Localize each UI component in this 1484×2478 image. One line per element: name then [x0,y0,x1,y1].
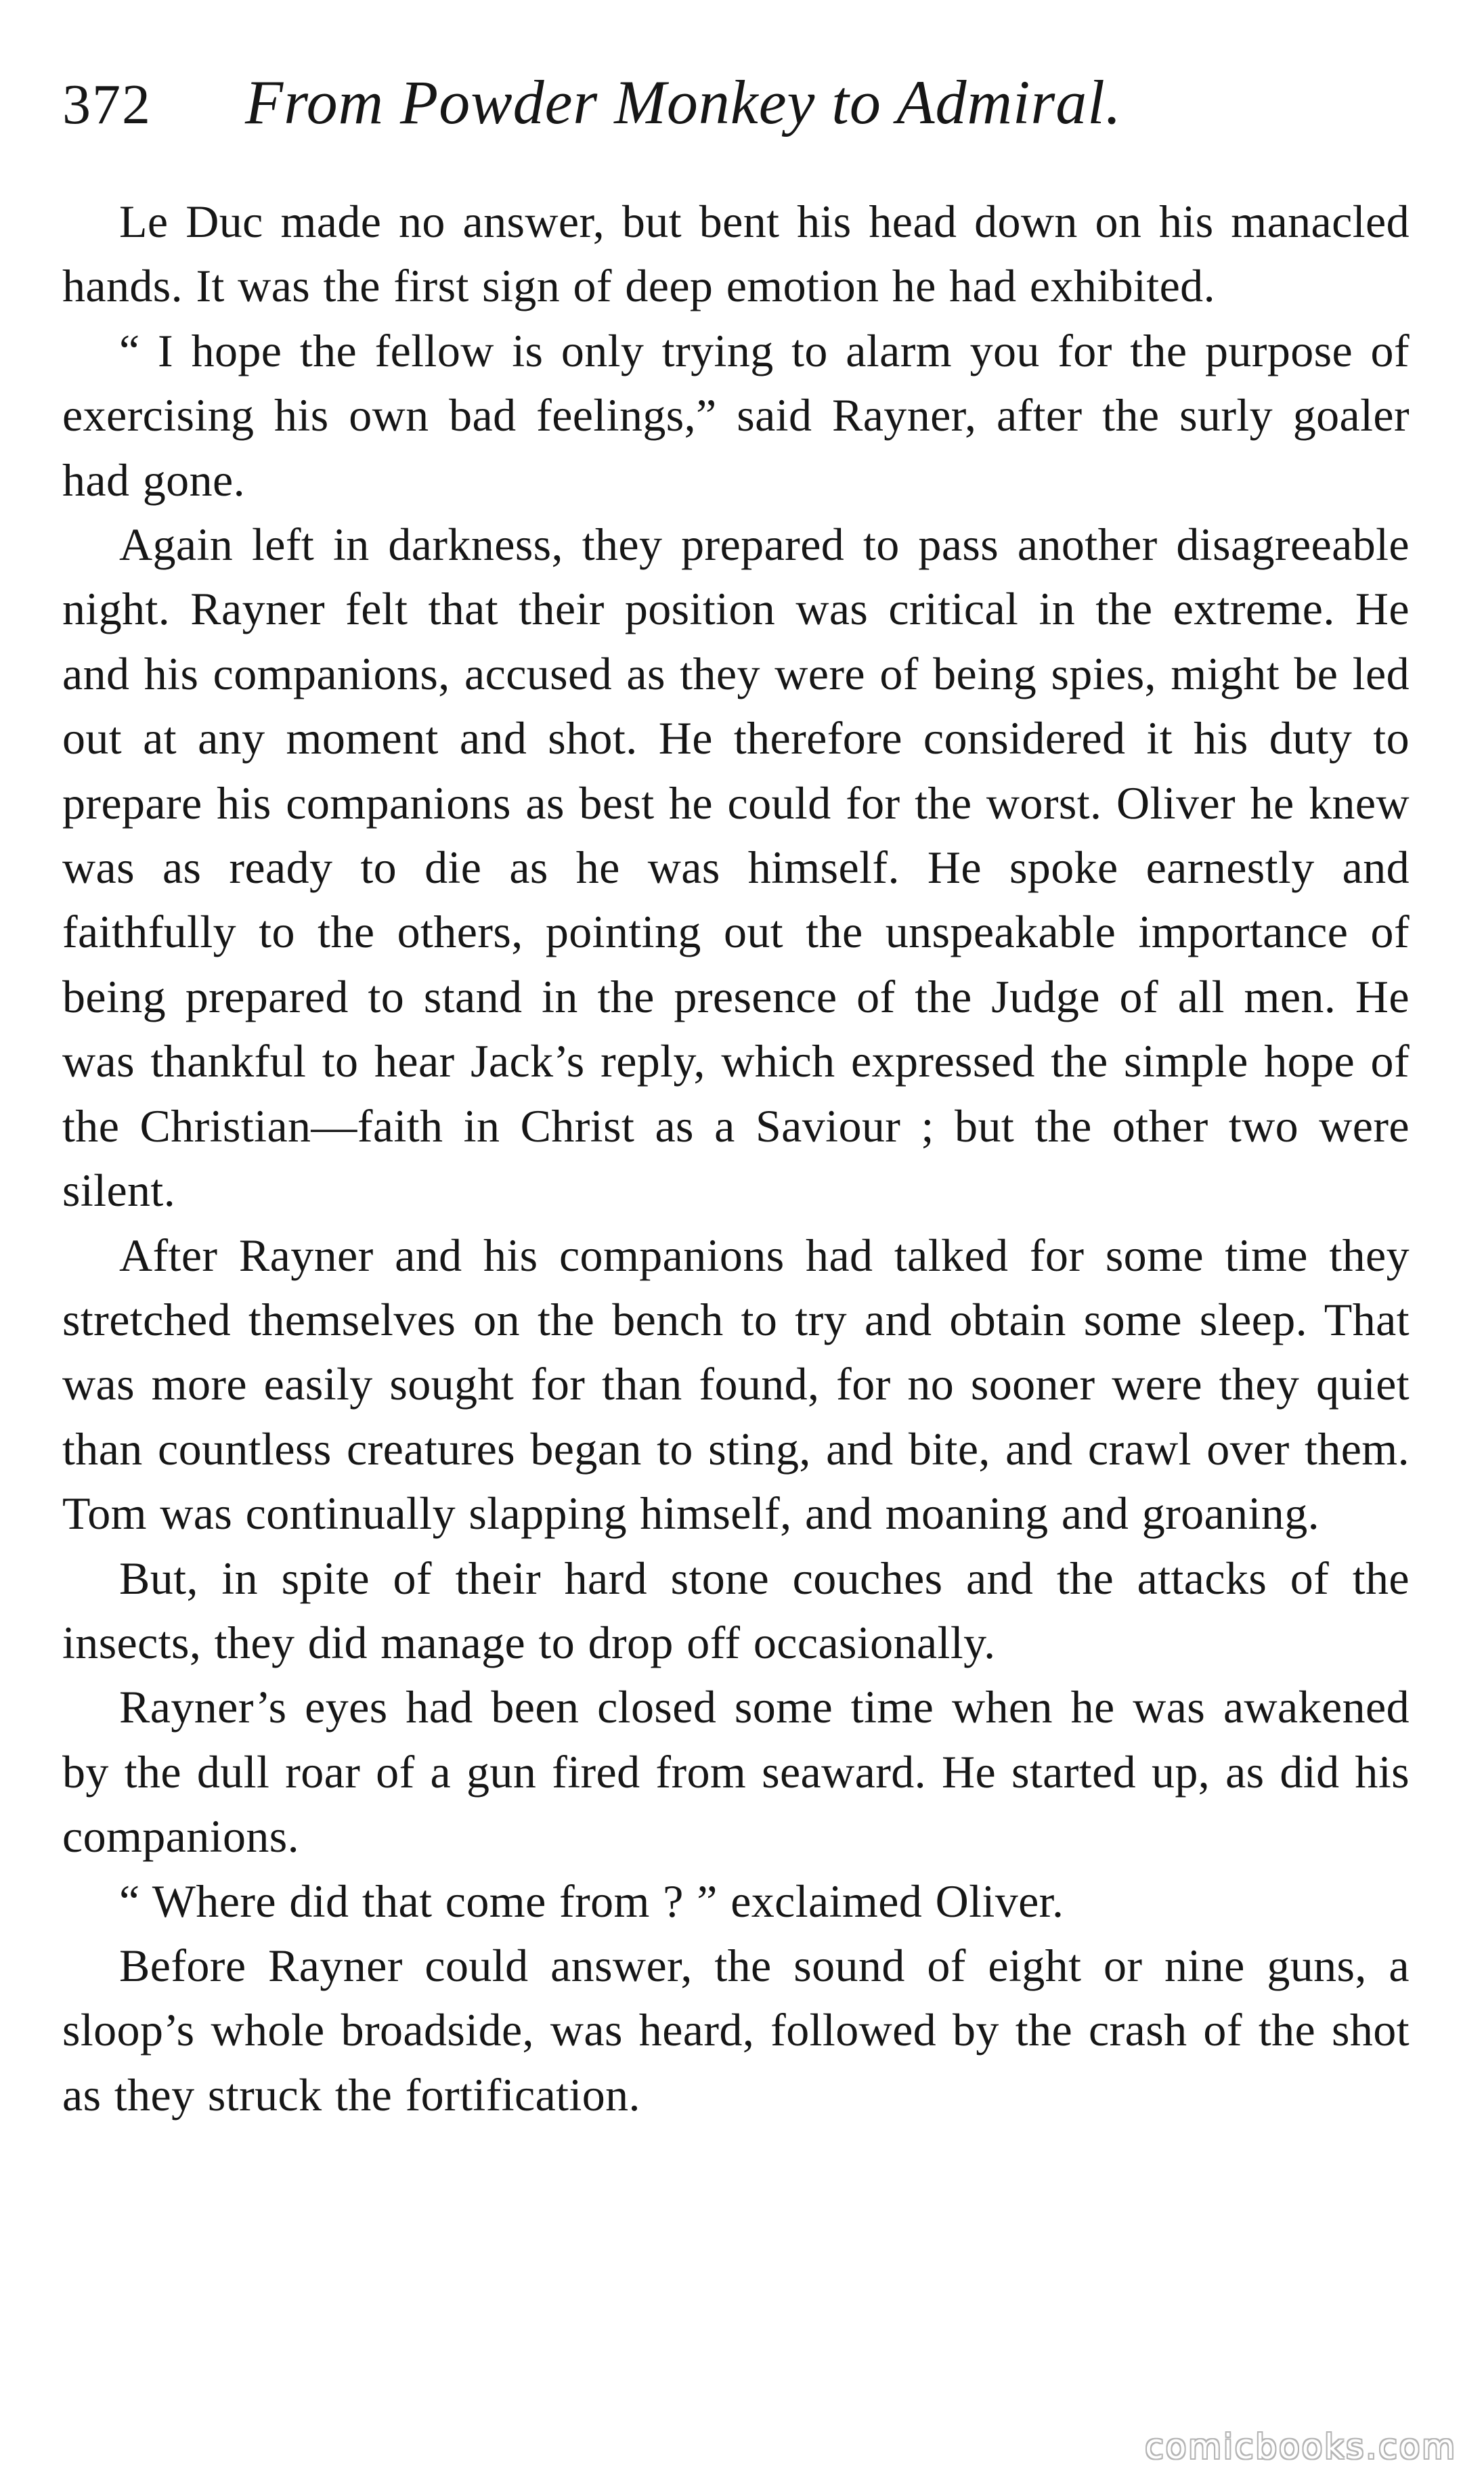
paragraph: Again left in darkness, they prepared to pass another disagreeable night. Rayner felt that their position was critical in the extreme. He and his companions, accused as they were of being spies, might be led out at any moment and shot. He therefore considered it his duty to prepare his companions as best he could for the worst. Oliver he knew was as ready to die as he was himself. He spoke earnestly and faithfully to the others, pointing out the unspeakable importance of being prepared to stand in the presence of the Judge of all men. He was thankful to hear Jack’s reply, which expressed the simple hope of the Christian—faith in Christ as a Saviour ; but the other two were silent. [62,519,1410,1217]
paragraph: “ I hope the fellow is only trying to alarm you for the purpose of exercising his own bad feelings,” said Rayner, after the surly goaler had gone. [62,324,1410,506]
paragraph: Rayner’s eyes had been closed some time when he was awakened by the dull roar of a gun fired from seaward. He started up, as did his companions. [62,1681,1410,1863]
paragraph: But, in spite of their hard stone couches and the attacks of the insects, they did manage to drop off occasionally. [62,1552,1410,1668]
running-head [62,60,1410,148]
book-title: From Powder Monkey to Admiral. [245,68,1122,137]
paragraph: After Rayner and his companions had talked for some time they stretched themselves on the bench to try and obtain some sleep. That was more easily sought for than found, for no sooner were they quiet than countless creatures began to sting, and bite, and crawl over them. Tom was continually slapping himself, and moaning and groaning. [62,1229,1410,1540]
paragraph: “ Where did that come from ? ” exclaimed Oliver. [119,1875,1064,1927]
page-number: 372 [62,73,152,136]
body-text [62,190,1410,2127]
paragraph: Le Duc made no answer, but bent his head down on his manacled hands. It was the first sign of deep emotion he had exhibited. [62,196,1410,312]
watermark: comicbooks.com [1145,2427,1457,2466]
paragraph: Before Rayner could answer, the sound of eight or nine guns, a sloop’s whole broadside, was heard, followed by the crash of the shot as they struck the fortification. [62,1939,1410,2121]
